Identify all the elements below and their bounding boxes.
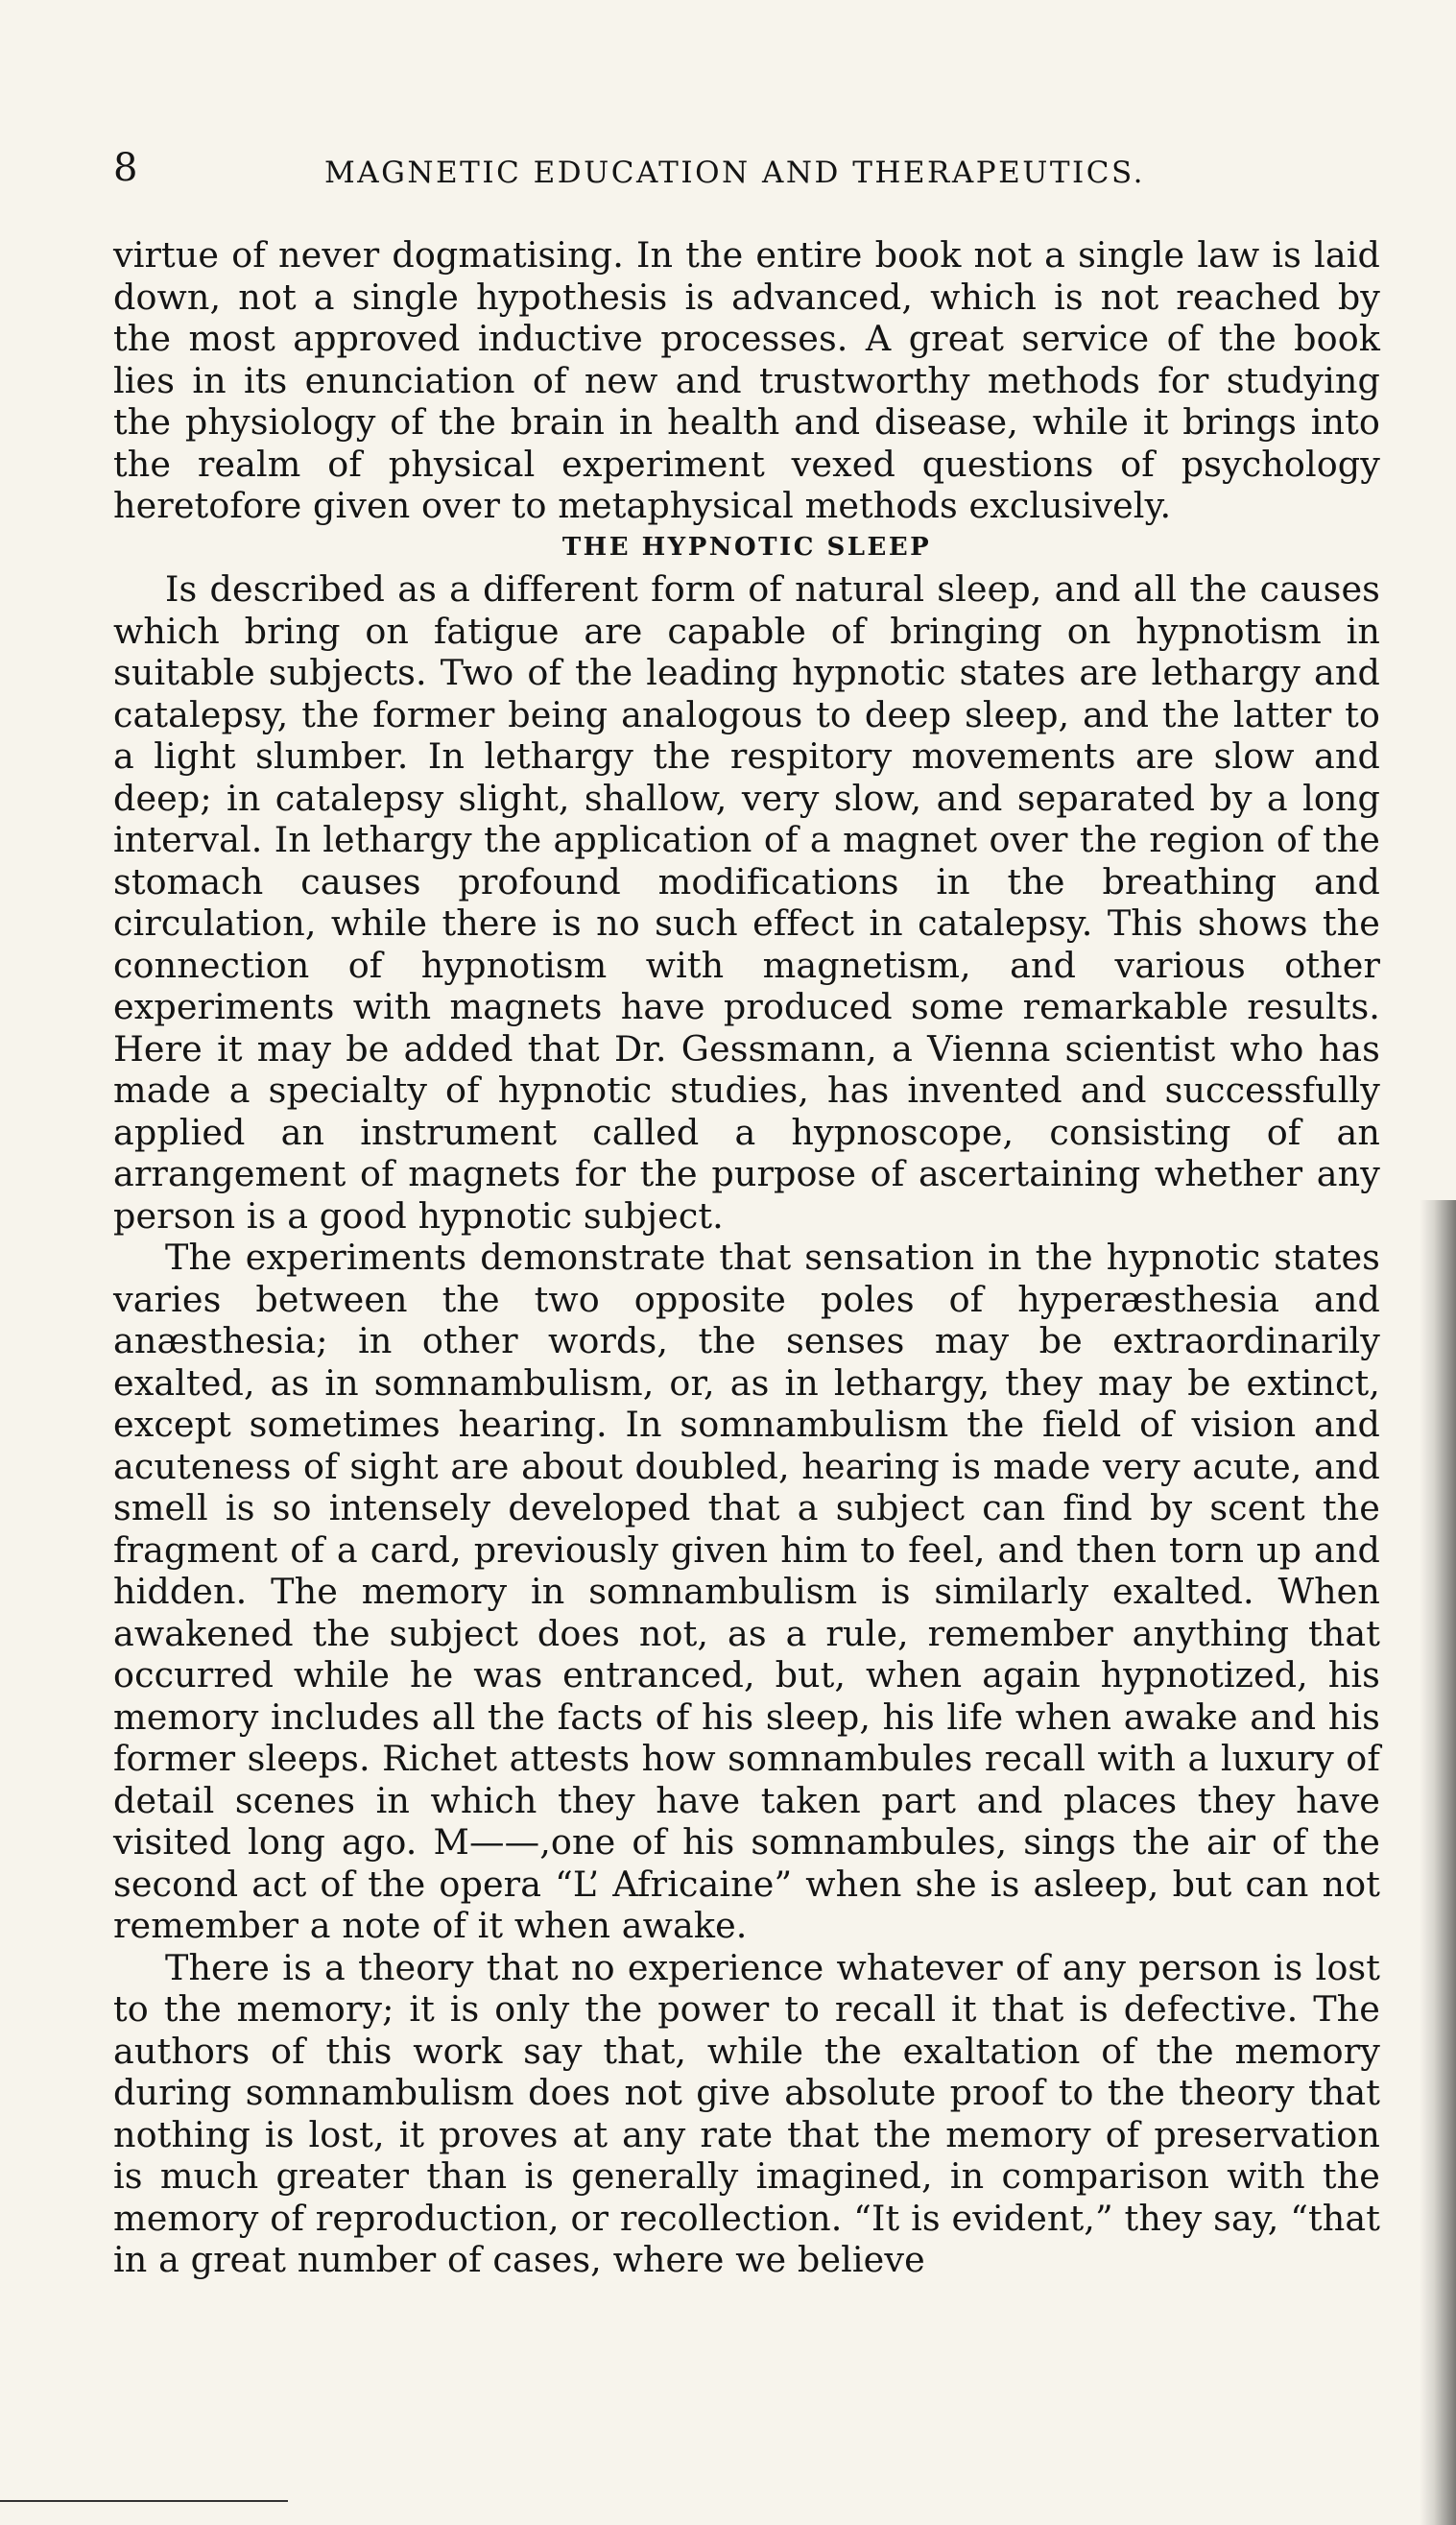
section-heading: THE HYPNOTIC SLEEP bbox=[561, 532, 932, 562]
paragraph-2: Is described as a different form of natural sleep, and all the causes which bring on fatigue are capable of bringing on hypnotism in suitable subjects. Two of the leading hypnotic states are lethargy and catalepsy, the former being analogous to deep sleep, and the latter to a light slumber. In lethargy the respitory movements are slow and deep; in catalepsy slight, shallow, very slow, and separated by a long interval. In lethargy the application of a magnet over the region of the stomach causes profound modifications in the breathing and circulation, while there is no such effect in catalepsy. This shows the connection of hypnotism with magnetism, and various other experiments with magnets have produced some remarkable results. Here it may be added that Dr. Gessmann, a Vienna scientist who has made a specialty of hypnotic studies, has invented and successfully applied an instrument called a hypnoscope, consisting of an arrangement of magnets for the purpose of ascertaining whether any person is a good hypnotic subject. bbox=[113, 568, 1380, 1237]
page-edge-shadow bbox=[1420, 1200, 1456, 2525]
running-head: MAGNETIC EDUCATION AND THERAPEUTICS. bbox=[324, 156, 1146, 190]
paragraph-4: There is a theory that no experience whatever of any person is lost to the memory; it is only the power to recall it that is defective. The authors of this work say that, while the exaltation of the memory during somnambulism does not give absolute proof to the theory that nothing is lost, it proves at any rate that the memory of preservation is much greater than is generally imagined, in comparison with the memory of reproduction, or recollection. “It is evident,” they say, “that in a great number of cases, where we believe bbox=[113, 1946, 1380, 2280]
page-header bbox=[113, 144, 1380, 202]
paragraph-3: The experiments demonstrate that sensation in the hypnotic states varies between the two opposite poles of hyperæsthesia and anæsthesia; in other words, the senses may be extraordinarily exalted, as in somnambulism, or, as in lethargy, they may be extinct, except sometimes hearing. In somnambulism the field of vision and acuteness of sight are about doubled, hearing is made very acute, and smell is so intensely developed that a subject can find by scent the fragment of a card, previously given him to feel, and then torn up and hidden. The memory in somnambulism is similarly exalted. When awakened the subject does not, as a rule, remember anything that occurred while he was entranced, but, when again hypnotized, his memory includes all the facts of his sleep, his life when awake and his former sleeps. Richet attests how somnambules recall with a luxury of detail scenes in which they have taken part and places they have visited long ago. M——,one of his somnambules, sings the air of the second act of the opera “L’ Africaine” when she is asleep, but can not remember a note of it when awake. bbox=[113, 1237, 1380, 1946]
body-text bbox=[113, 234, 1380, 2281]
paragraph-1: virtue of never dogmatising. In the entire book not a single law is laid down, not a single hypothesis is advanced, which is not reached by the most approved inductive processes. A great service of the book lies in its enunciation of new and trustworthy methods for studying the physiology of the brain in health and disease, while it brings into the realm of physical experiment vexed questions of psychology heretofore given over to metaphysical methods exclusively. bbox=[113, 234, 1380, 526]
page-number: 8 bbox=[113, 146, 138, 190]
bottom-rule bbox=[0, 2500, 288, 2502]
